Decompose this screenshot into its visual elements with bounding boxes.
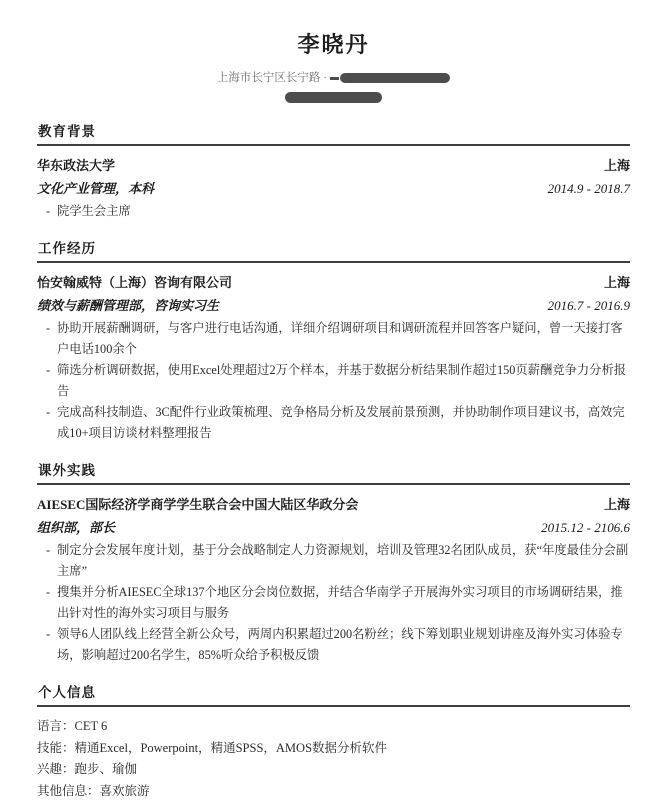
organization-location: 上海 [604,494,630,513]
company-name: 怡安翰威特（上海）咨询有限公司 [37,272,232,291]
work-org-row [37,272,630,291]
bullet-item: - 完成高科技制造、3C配件行业政策梳理、竞争格局分析及发展前景预测，并协助制作项目建议书，高效完成10+项目访谈材料整理报告 [37,402,630,444]
education-dates: 2014.9 - 2018.7 [548,181,630,197]
info-line-language: 语言：CET 6 [37,716,630,738]
bullet-item: - 协助开展薪酬调研，与客户进行电话沟通，详细介绍调研项目和调研流程并回答客户疑问，曾一天接打客户电话100余个 [37,318,630,360]
work-bullets [37,318,630,444]
extracurricular-org-row [37,494,630,513]
section-title-extracurricular: 课外实践 [37,459,630,485]
section-title-work: 工作经历 [37,237,630,263]
redaction-bar-2 [285,92,382,103]
extracurricular-bullets [37,540,630,666]
section-work [37,237,630,444]
contact-line [37,69,630,87]
extracurricular-role-row [37,517,630,536]
bullet-item: - 筛选分析调研数据，使用Excel处理超过2万个样本，并基于数据分析结果制作超过150页薪酬竞争力分析报告 [37,360,630,402]
bullet-item: - 搜集并分析AIESEC全球137个地区分会岗位数据，并结合华南学子开展海外实习项目的市场调研结果，推出针对性的海外实习项目与服务 [37,582,630,624]
section-personal-info [37,681,630,802]
personal-info-lines [37,716,630,802]
major-degree: 文化产业管理，本科 [37,178,154,197]
section-title-personal-info: 个人信息 [37,681,630,707]
redaction-dash [330,77,339,80]
info-line-skills: 技能：精通Excel，Powerpoint，精通SPSS，AMOS数据分析软件 [37,738,630,760]
info-line-interests: 兴趣：跑步、瑜伽 [37,759,630,781]
school-location: 上海 [604,155,630,174]
work-dates: 2016.7 - 2016.9 [548,298,630,314]
company-location: 上海 [604,272,630,291]
bullet-item: - 领导6人团队线上经营全新公众号，两周内积累超过200名粉丝；线下筹划职业规划讲座及海外实习体验专场，影响超过200名学生，85%听众给予积极反馈 [37,624,630,666]
school-name: 华东政法大学 [37,155,115,174]
education-role-row [37,178,630,197]
bullet-item: - 制定分会发展年度计划，基于分会战略制定人力资源规划，培训及管理32名团队成员，获“年度最佳分会副主席” [37,540,630,582]
bullet-item: - 院学生会主席 [37,201,630,222]
section-extracurricular [37,459,630,666]
education-org-row [37,155,630,174]
contact-line-2 [37,87,630,105]
extracurricular-dates: 2015.12 - 2106.6 [541,520,630,536]
address-text: 上海市长宁区长宁路 · [217,72,327,84]
work-role-row [37,295,630,314]
section-education [37,120,630,222]
organization-name: AIESEC国际经济学商学学生联合会中国大陆区华政分会 [37,494,358,513]
resume-name: 李晓丹 [37,28,630,59]
job-title: 绩效与薪酬管理部，咨询实习生 [37,295,219,314]
education-bullets [37,201,630,222]
position-title: 组织部，部长 [37,517,115,536]
info-line-other: 其他信息：喜欢旅游 [37,781,630,802]
redaction-bar-1 [340,73,450,83]
section-title-education: 教育背景 [37,120,630,146]
